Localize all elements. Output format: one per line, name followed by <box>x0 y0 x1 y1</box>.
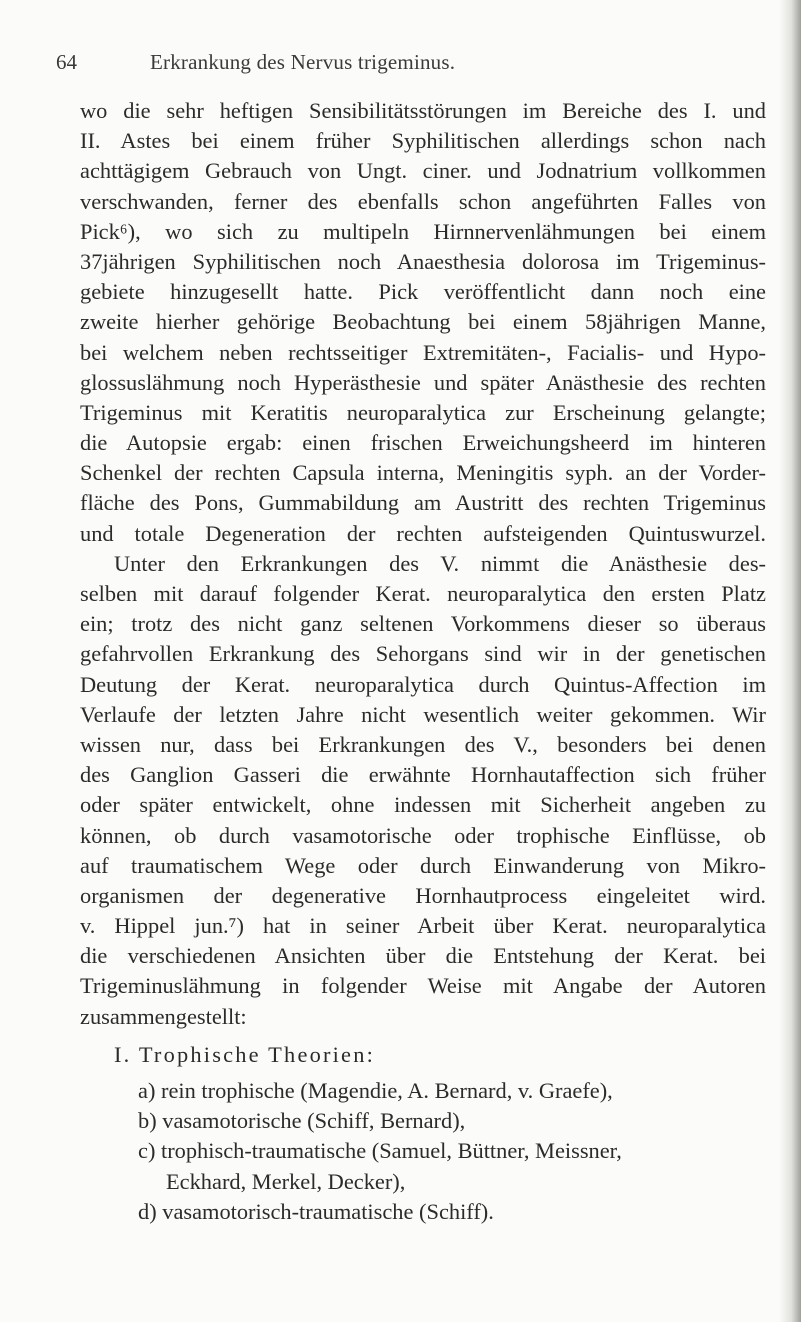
page-edge-shadow <box>779 0 801 1322</box>
theory-item: c) trophisch-traumatische (Samuel, Büttner, Meissner, <box>138 1138 622 1164</box>
theory-item: d) vasamotorisch-traumatische (Schiff). <box>138 1198 494 1224</box>
text-line: bei welchem neben rechtsseitiger Extremitäten-, Facialis- und Hypo- <box>80 339 766 365</box>
text-line: Unter den Erkrankungen des V. nimmt die Anästhesie des- <box>114 550 766 576</box>
theories-list <box>80 1040 766 1227</box>
text-line: zweite hierher gehörige Beobachtung bei einem 58jährigen Manne, <box>80 309 766 335</box>
text-line: Verlaufe der letzten Jahre nicht wesentlich weiter gekommen. Wir <box>80 701 766 727</box>
text-line: gebiete hinzugesellt hatte. Pick veröffentlicht dann noch eine <box>80 279 766 305</box>
text-line: Pick⁶), wo sich zu multipeln Hirnnervenlähmungen bei einem <box>80 218 766 244</box>
text-line: Deutung der Kerat. neuroparalytica durch Quintus-Affection im <box>80 671 766 697</box>
text-line: achttägigem Gebrauch von Ungt. ciner. und Jodnatrium vollkommen <box>80 158 766 184</box>
theory-item-continuation: Eckhard, Merkel, Decker), <box>166 1168 406 1194</box>
text-line: ein; trotz des nicht ganz seltenen Vorkommens dieser so überaus <box>80 611 766 637</box>
text-line: oder später entwickelt, ohne indessen mit Sicherheit angeben zu <box>80 792 766 818</box>
text-line: die Autopsie ergab: einen frischen Erweichungsheerd im hinteren <box>80 430 766 456</box>
paragraph-1 <box>80 96 766 549</box>
text-line: v. Hippel jun.⁷) hat in seiner Arbeit über Kerat. neuroparalytica <box>80 913 766 939</box>
theories-heading: I. Trophische Theorien: <box>114 1041 376 1067</box>
text-line: auf traumatischem Wege oder durch Einwanderung von Mikro- <box>80 852 766 878</box>
text-line: Trigeminus mit Keratitis neuroparalytica zur Erscheinung gelangte; <box>80 399 766 425</box>
text-line: gefahrvollen Erkrankung des Sehorgans sind wir in der genetischen <box>80 641 766 667</box>
text-line: wissen nur, dass bei Erkrankungen des V., besonders bei denen <box>80 731 766 757</box>
text-line: verschwanden, ferner des ebenfalls schon angeführten Falles von <box>80 188 766 214</box>
text-line: organismen der degenerative Hornhautprocess eingeleitet wird. <box>80 882 766 908</box>
text-line: Trigeminuslähmung in folgender Weise mit Angabe der Autoren <box>80 973 766 999</box>
page-header <box>56 50 756 80</box>
running-head: Erkrankung des Nervus trigeminus. <box>150 50 456 74</box>
text-line: wo die sehr heftigen Sensibilitätsstörungen im Bereiche des I. und <box>80 98 766 123</box>
text-line: zusammengestellt: <box>80 1003 247 1029</box>
text-line: glossuslähmung noch Hyperästhesie und später Anästhesie des rechten <box>80 369 766 395</box>
text-line: Schenkel der rechten Capsula interna, Meningitis syph. an der Vorder- <box>80 460 766 486</box>
text-line: selben mit darauf folgender Kerat. neuroparalytica den ersten Platz <box>80 581 766 606</box>
text-line: II. Astes bei einem früher Syphilitischen allerdings schon nach <box>80 128 766 154</box>
page-number: 64 <box>56 50 77 74</box>
paragraph-2 <box>80 549 766 1032</box>
body-text <box>80 96 766 1227</box>
text-line: und totale Degeneration der rechten aufsteigenden Quintuswurzel. <box>80 520 766 546</box>
text-line: des Ganglion Gasseri die erwähnte Hornhautaffection sich früher <box>80 762 766 788</box>
text-line: 37jährigen Syphilitischen noch Anaesthesia dolorosa im Trigeminus- <box>80 248 766 274</box>
text-line: die verschiedenen Ansichten über die Entstehung der Kerat. bei <box>80 943 766 969</box>
theory-item: b) vasamotorische (Schiff, Bernard), <box>138 1108 466 1134</box>
theory-item: a) rein trophische (Magendie, A. Bernard, v. Graefe), <box>138 1078 613 1103</box>
text-line: können, ob durch vasamotorische oder trophische Einflüsse, ob <box>80 822 766 848</box>
text-line: fläche des Pons, Gummabildung am Austritt des rechten Trigeminus <box>80 490 766 516</box>
